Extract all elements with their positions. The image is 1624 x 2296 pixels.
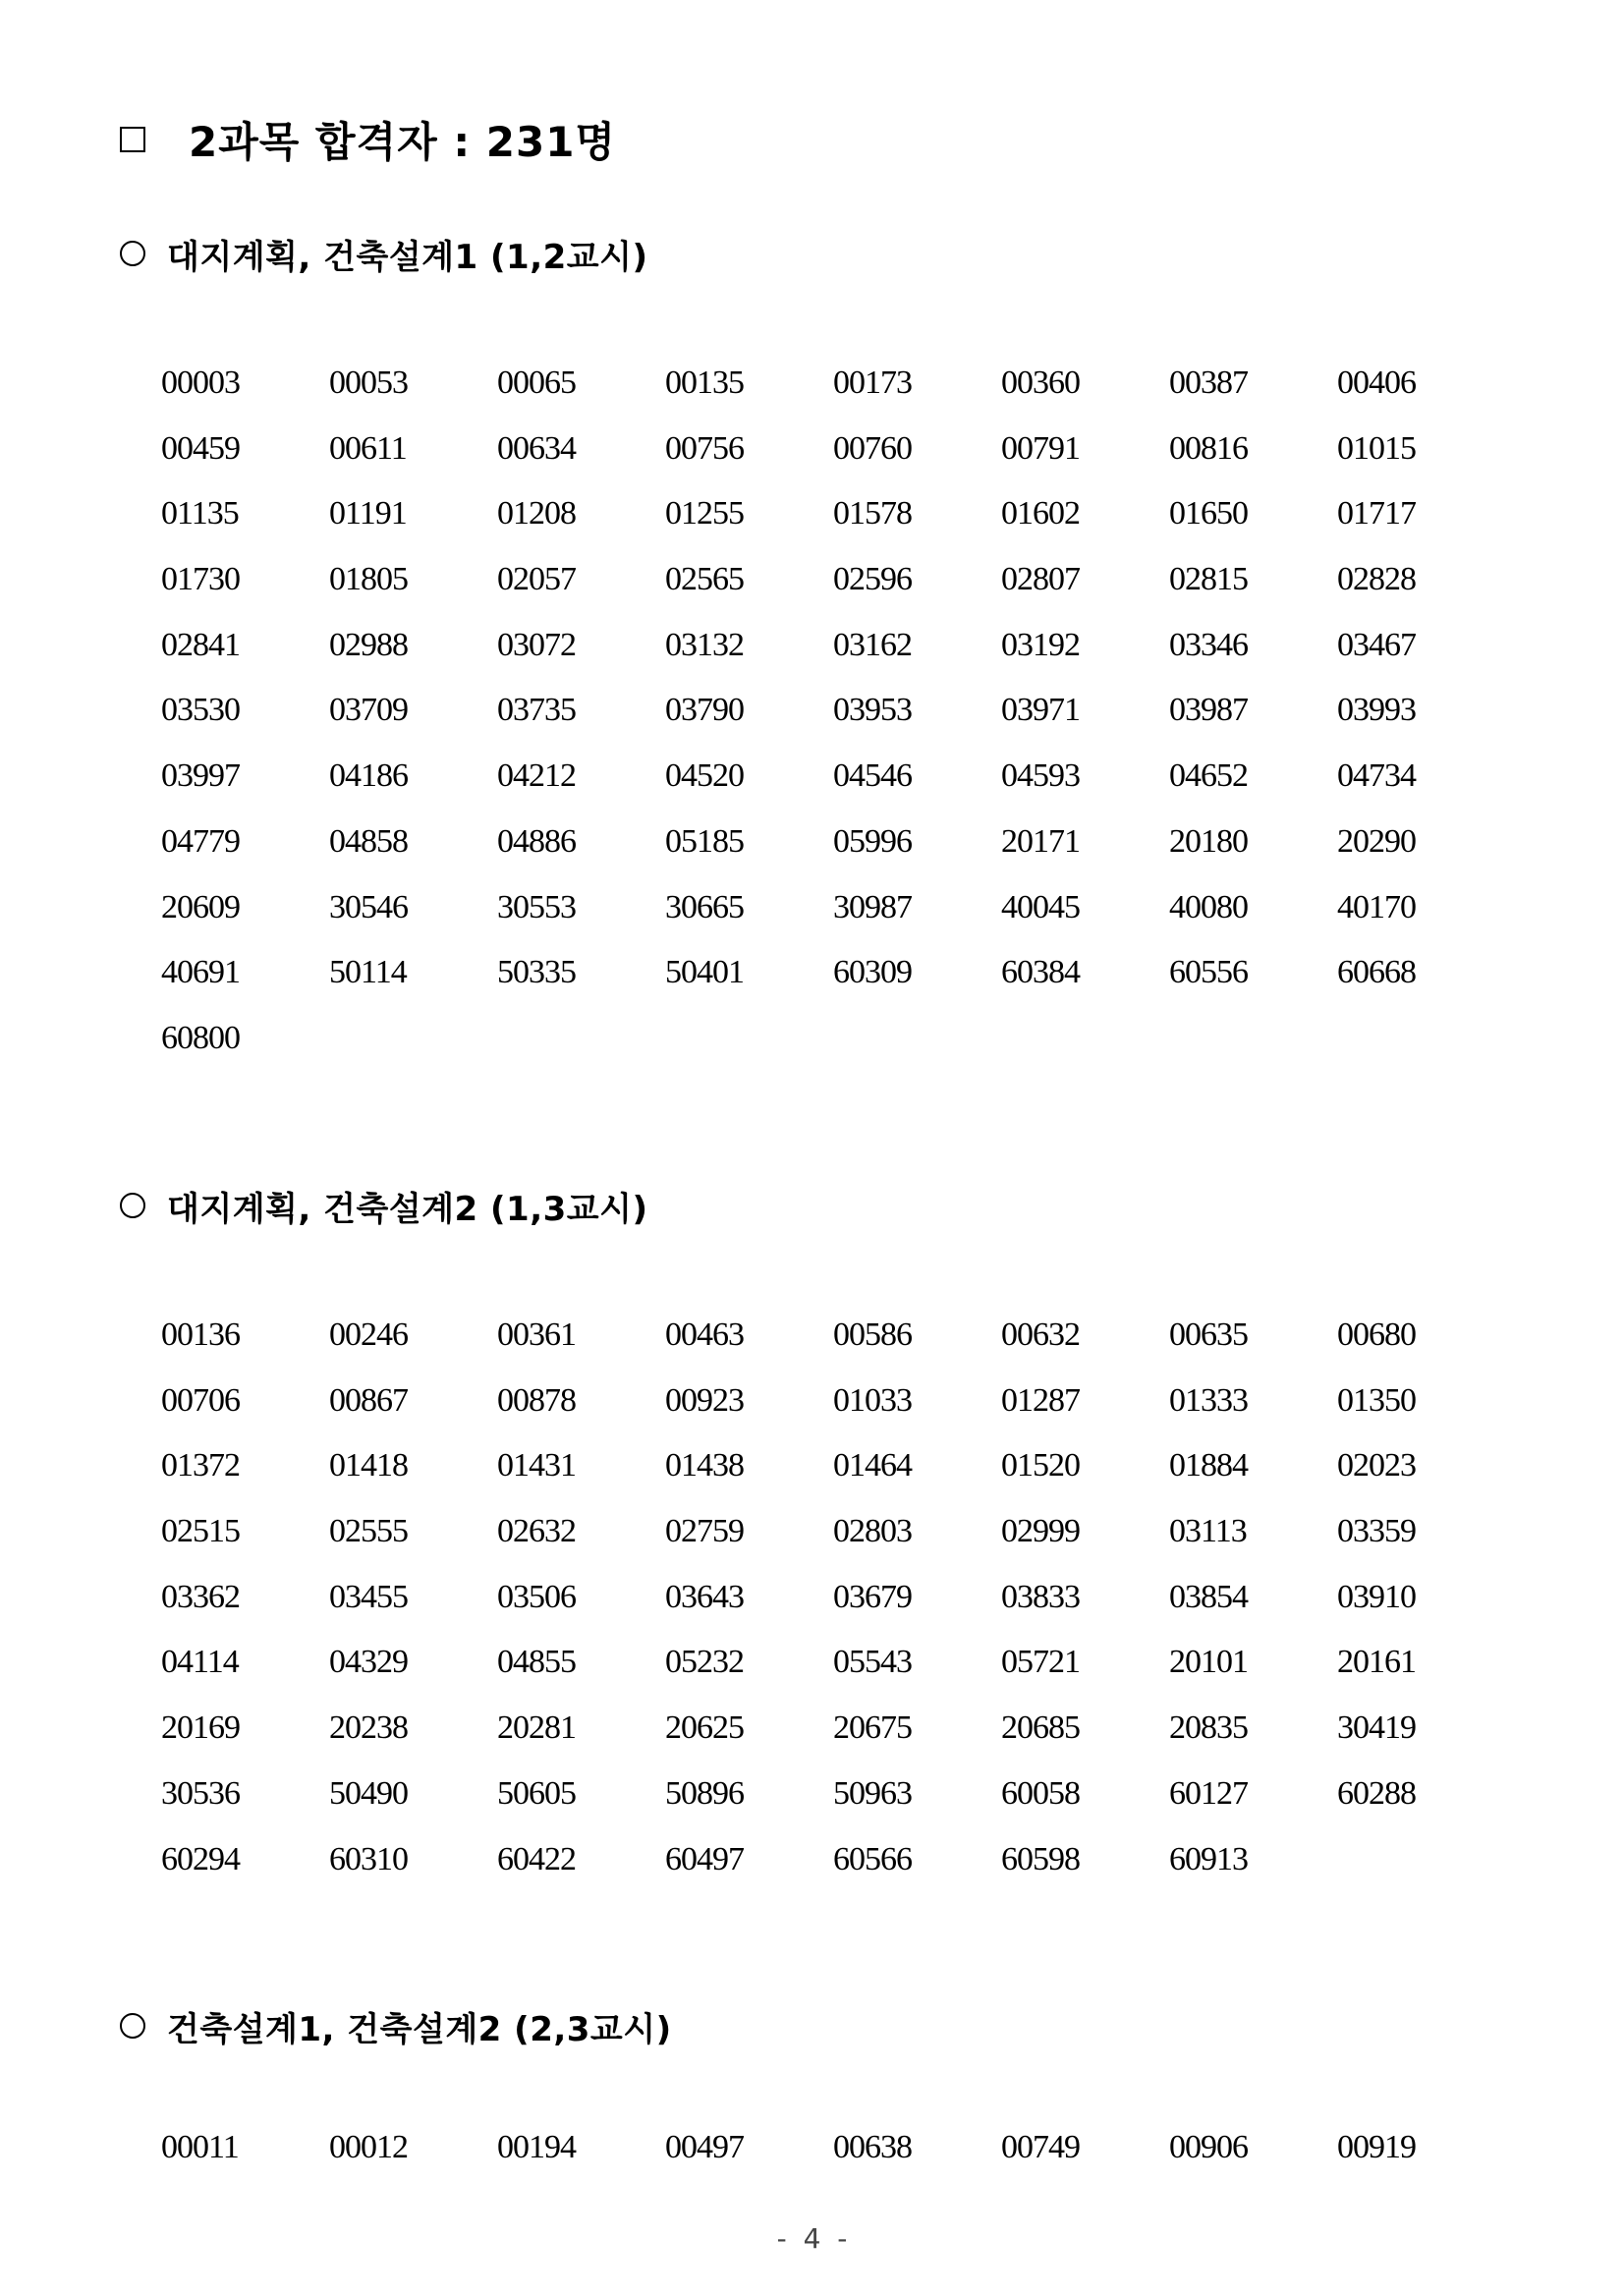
applicant-number: 50490 xyxy=(329,1774,408,1812)
applicant-number: 60497 xyxy=(665,1840,744,1877)
applicant-number: 01717 xyxy=(1337,495,1416,532)
applicant-number: 01438 xyxy=(665,1447,744,1484)
section-3 xyxy=(120,2004,1515,2165)
applicant-number: 01431 xyxy=(497,1447,576,1484)
applicant-number: 03679 xyxy=(833,1578,912,1615)
applicant-number: 00003 xyxy=(161,364,240,401)
applicant-number: 00136 xyxy=(161,1316,240,1353)
applicant-number: 01805 xyxy=(329,561,408,598)
applicant-number: 03072 xyxy=(497,626,576,663)
applicant-number: 40080 xyxy=(1169,888,1248,925)
applicant-number: 04520 xyxy=(665,757,744,795)
section-heading-text: 건축설계1, 건축설계2 (2,3교시) xyxy=(167,2009,672,2049)
applicant-number: 02807 xyxy=(1001,561,1080,598)
applicant-number: 60598 xyxy=(1001,1840,1080,1877)
applicant-number: 01135 xyxy=(161,495,239,532)
applicant-number: 03455 xyxy=(329,1578,408,1615)
applicant-number: 02759 xyxy=(665,1513,744,1550)
applicant-number: 03833 xyxy=(1001,1578,1080,1615)
applicant-number: 03643 xyxy=(665,1578,744,1615)
applicant-number: 00634 xyxy=(497,429,576,467)
applicant-number: 04855 xyxy=(497,1644,576,1681)
applicant-number: 04329 xyxy=(329,1644,408,1681)
section-heading-text: 대지계획, 건축설계2 (1,3교시) xyxy=(167,1189,648,1229)
section-1 xyxy=(120,232,1515,1056)
applicant-number: 02023 xyxy=(1337,1447,1416,1484)
applicant-number: 20101 xyxy=(1169,1644,1248,1681)
applicant-number: 60310 xyxy=(329,1840,408,1877)
number-grid xyxy=(161,1303,1505,1892)
number-grid xyxy=(161,2115,1505,2181)
applicant-number: 00756 xyxy=(665,429,744,467)
applicant-number: 00387 xyxy=(1169,364,1248,401)
applicant-number: 50963 xyxy=(833,1774,912,1812)
applicant-number: 00611 xyxy=(329,429,407,467)
applicant-number: 02815 xyxy=(1169,561,1248,598)
applicant-number: 01884 xyxy=(1169,1447,1248,1484)
applicant-number: 04114 xyxy=(161,1644,239,1681)
applicant-number: 00194 xyxy=(497,2129,576,2165)
applicant-number: 20625 xyxy=(665,1709,744,1747)
applicant-number: 00011 xyxy=(161,2129,239,2165)
applicant-number: 20171 xyxy=(1001,822,1080,860)
applicant-number: 04212 xyxy=(497,757,576,795)
applicant-number: 04186 xyxy=(329,757,408,795)
applicant-number: 30419 xyxy=(1337,1709,1416,1747)
applicant-number: 30665 xyxy=(665,888,744,925)
applicant-number: 00012 xyxy=(329,2129,408,2165)
applicant-number: 02555 xyxy=(329,1513,408,1550)
applicant-number: 20609 xyxy=(161,888,240,925)
applicant-number: 02828 xyxy=(1337,561,1416,598)
applicant-number: 03997 xyxy=(161,757,240,795)
applicant-number: 01730 xyxy=(161,561,240,598)
applicant-number: 05185 xyxy=(665,822,744,860)
applicant-number: 60422 xyxy=(497,1840,576,1877)
applicant-number: 04858 xyxy=(329,822,408,860)
applicant-number: 30987 xyxy=(833,888,912,925)
applicant-number: 02988 xyxy=(329,626,408,663)
applicant-number: 00816 xyxy=(1169,429,1248,467)
page-title-text: 2과목 합격자 : 231명 xyxy=(189,118,616,166)
applicant-number: 00638 xyxy=(833,2129,912,2165)
section-2 xyxy=(120,1184,1515,1877)
applicant-number: 60566 xyxy=(833,1840,912,1877)
applicant-number: 00065 xyxy=(497,364,576,401)
applicant-number: 60913 xyxy=(1169,1840,1248,1877)
applicant-number: 04593 xyxy=(1001,757,1080,795)
applicant-number: 05996 xyxy=(833,822,912,860)
page-number: - 4 - xyxy=(776,2222,848,2255)
applicant-number: 00760 xyxy=(833,429,912,467)
section-heading xyxy=(120,2004,1515,2047)
applicant-number: 01350 xyxy=(1337,1381,1416,1419)
square-bullet-icon xyxy=(120,127,145,152)
applicant-number: 60800 xyxy=(161,1019,240,1056)
applicant-number: 03910 xyxy=(1337,1578,1416,1615)
applicant-number: 00459 xyxy=(161,429,240,467)
applicant-number: 00406 xyxy=(1337,364,1416,401)
applicant-number: 05543 xyxy=(833,1644,912,1681)
applicant-number: 60384 xyxy=(1001,954,1080,991)
applicant-number: 04779 xyxy=(161,822,240,860)
applicant-number: 30553 xyxy=(497,888,576,925)
applicant-number: 20180 xyxy=(1169,822,1248,860)
applicant-number: 20238 xyxy=(329,1709,408,1747)
applicant-number: 02515 xyxy=(161,1513,240,1550)
applicant-number: 03359 xyxy=(1337,1513,1416,1550)
applicant-number: 50335 xyxy=(497,954,576,991)
applicant-number: 00923 xyxy=(665,1381,744,1419)
applicant-number: 00586 xyxy=(833,1316,912,1353)
applicant-number: 00173 xyxy=(833,364,912,401)
applicant-number: 03854 xyxy=(1169,1578,1248,1615)
applicant-number: 04734 xyxy=(1337,757,1416,795)
applicant-number: 00791 xyxy=(1001,429,1080,467)
applicant-number: 04886 xyxy=(497,822,576,860)
applicant-number: 02596 xyxy=(833,561,912,598)
applicant-number: 05721 xyxy=(1001,1644,1080,1681)
applicant-number: 20685 xyxy=(1001,1709,1080,1747)
applicant-number: 04546 xyxy=(833,757,912,795)
applicant-number: 00919 xyxy=(1337,2129,1416,2165)
applicant-number: 60127 xyxy=(1169,1774,1248,1812)
applicant-number: 60309 xyxy=(833,954,912,991)
applicant-number: 00497 xyxy=(665,2129,744,2165)
applicant-number: 01287 xyxy=(1001,1381,1080,1419)
applicant-number: 20161 xyxy=(1337,1644,1416,1681)
applicant-number: 00680 xyxy=(1337,1316,1416,1353)
applicant-number: 03162 xyxy=(833,626,912,663)
applicant-number: 00053 xyxy=(329,364,408,401)
applicant-number: 01650 xyxy=(1169,495,1248,532)
applicant-number: 00749 xyxy=(1001,2129,1080,2165)
applicant-number: 03735 xyxy=(497,692,576,729)
applicant-number: 01255 xyxy=(665,495,744,532)
applicant-number: 00360 xyxy=(1001,364,1080,401)
applicant-number: 00632 xyxy=(1001,1316,1080,1353)
applicant-number: 01372 xyxy=(161,1447,240,1484)
applicant-number: 60288 xyxy=(1337,1774,1416,1812)
applicant-number: 01015 xyxy=(1337,429,1416,467)
applicant-number: 03530 xyxy=(161,692,240,729)
section-heading xyxy=(120,232,1515,275)
applicant-number: 03346 xyxy=(1169,626,1248,663)
applicant-number: 02057 xyxy=(497,561,576,598)
applicant-number: 04652 xyxy=(1169,757,1248,795)
applicant-number: 50401 xyxy=(665,954,744,991)
applicant-number: 00867 xyxy=(329,1381,408,1419)
applicant-number: 20675 xyxy=(833,1709,912,1747)
applicant-number: 02565 xyxy=(665,561,744,598)
applicant-number: 00246 xyxy=(329,1316,408,1353)
applicant-number: 20835 xyxy=(1169,1709,1248,1747)
applicant-number: 50605 xyxy=(497,1774,576,1812)
applicant-number: 00906 xyxy=(1169,2129,1248,2165)
applicant-number: 02999 xyxy=(1001,1513,1080,1550)
applicant-number: 00878 xyxy=(497,1381,576,1419)
applicant-number: 03113 xyxy=(1169,1513,1247,1550)
applicant-number: 03971 xyxy=(1001,692,1080,729)
applicant-number: 03192 xyxy=(1001,626,1080,663)
applicant-number: 60294 xyxy=(161,1840,240,1877)
applicant-number: 03467 xyxy=(1337,626,1416,663)
applicant-number: 03132 xyxy=(665,626,744,663)
applicant-number: 00635 xyxy=(1169,1316,1248,1353)
applicant-number: 00135 xyxy=(665,364,744,401)
applicant-number: 03362 xyxy=(161,1578,240,1615)
applicant-number: 00361 xyxy=(497,1316,576,1353)
circle-bullet-icon xyxy=(120,1193,145,1218)
applicant-number: 50114 xyxy=(329,954,407,991)
applicant-number: 30536 xyxy=(161,1774,240,1812)
applicant-number: 30546 xyxy=(329,888,408,925)
applicant-number: 01602 xyxy=(1001,495,1080,532)
applicant-number: 01520 xyxy=(1001,1447,1080,1484)
section-heading xyxy=(120,1184,1515,1227)
applicant-number: 40691 xyxy=(161,954,240,991)
section-heading-text: 대지계획, 건축설계1 (1,2교시) xyxy=(167,237,648,277)
circle-bullet-icon xyxy=(120,2013,145,2039)
circle-bullet-icon xyxy=(120,241,145,266)
applicant-number: 20169 xyxy=(161,1709,240,1747)
applicant-number: 60668 xyxy=(1337,954,1416,991)
applicant-number: 03953 xyxy=(833,692,912,729)
applicant-number: 03790 xyxy=(665,692,744,729)
applicant-number: 00463 xyxy=(665,1316,744,1353)
applicant-number: 02841 xyxy=(161,626,240,663)
applicant-number: 03506 xyxy=(497,1578,576,1615)
applicant-number: 00706 xyxy=(161,1381,240,1419)
applicant-number: 02803 xyxy=(833,1513,912,1550)
applicant-number: 01464 xyxy=(833,1447,912,1484)
applicant-number: 03993 xyxy=(1337,692,1416,729)
applicant-number: 01191 xyxy=(329,495,407,532)
applicant-number: 01033 xyxy=(833,1381,912,1419)
applicant-number: 01333 xyxy=(1169,1381,1248,1419)
applicant-number: 40045 xyxy=(1001,888,1080,925)
applicant-number: 40170 xyxy=(1337,888,1416,925)
applicant-number: 05232 xyxy=(665,1644,744,1681)
applicant-number: 01578 xyxy=(833,495,912,532)
applicant-number: 20281 xyxy=(497,1709,576,1747)
applicant-number: 03709 xyxy=(329,692,408,729)
applicant-number: 60556 xyxy=(1169,954,1248,991)
applicant-number: 03987 xyxy=(1169,692,1248,729)
applicant-number: 20290 xyxy=(1337,822,1416,860)
applicant-number: 01208 xyxy=(497,495,576,532)
number-grid xyxy=(161,351,1505,1072)
applicant-number: 60058 xyxy=(1001,1774,1080,1812)
applicant-number: 50896 xyxy=(665,1774,744,1812)
page-title xyxy=(120,110,616,169)
applicant-number: 01418 xyxy=(329,1447,408,1484)
applicant-number: 02632 xyxy=(497,1513,576,1550)
